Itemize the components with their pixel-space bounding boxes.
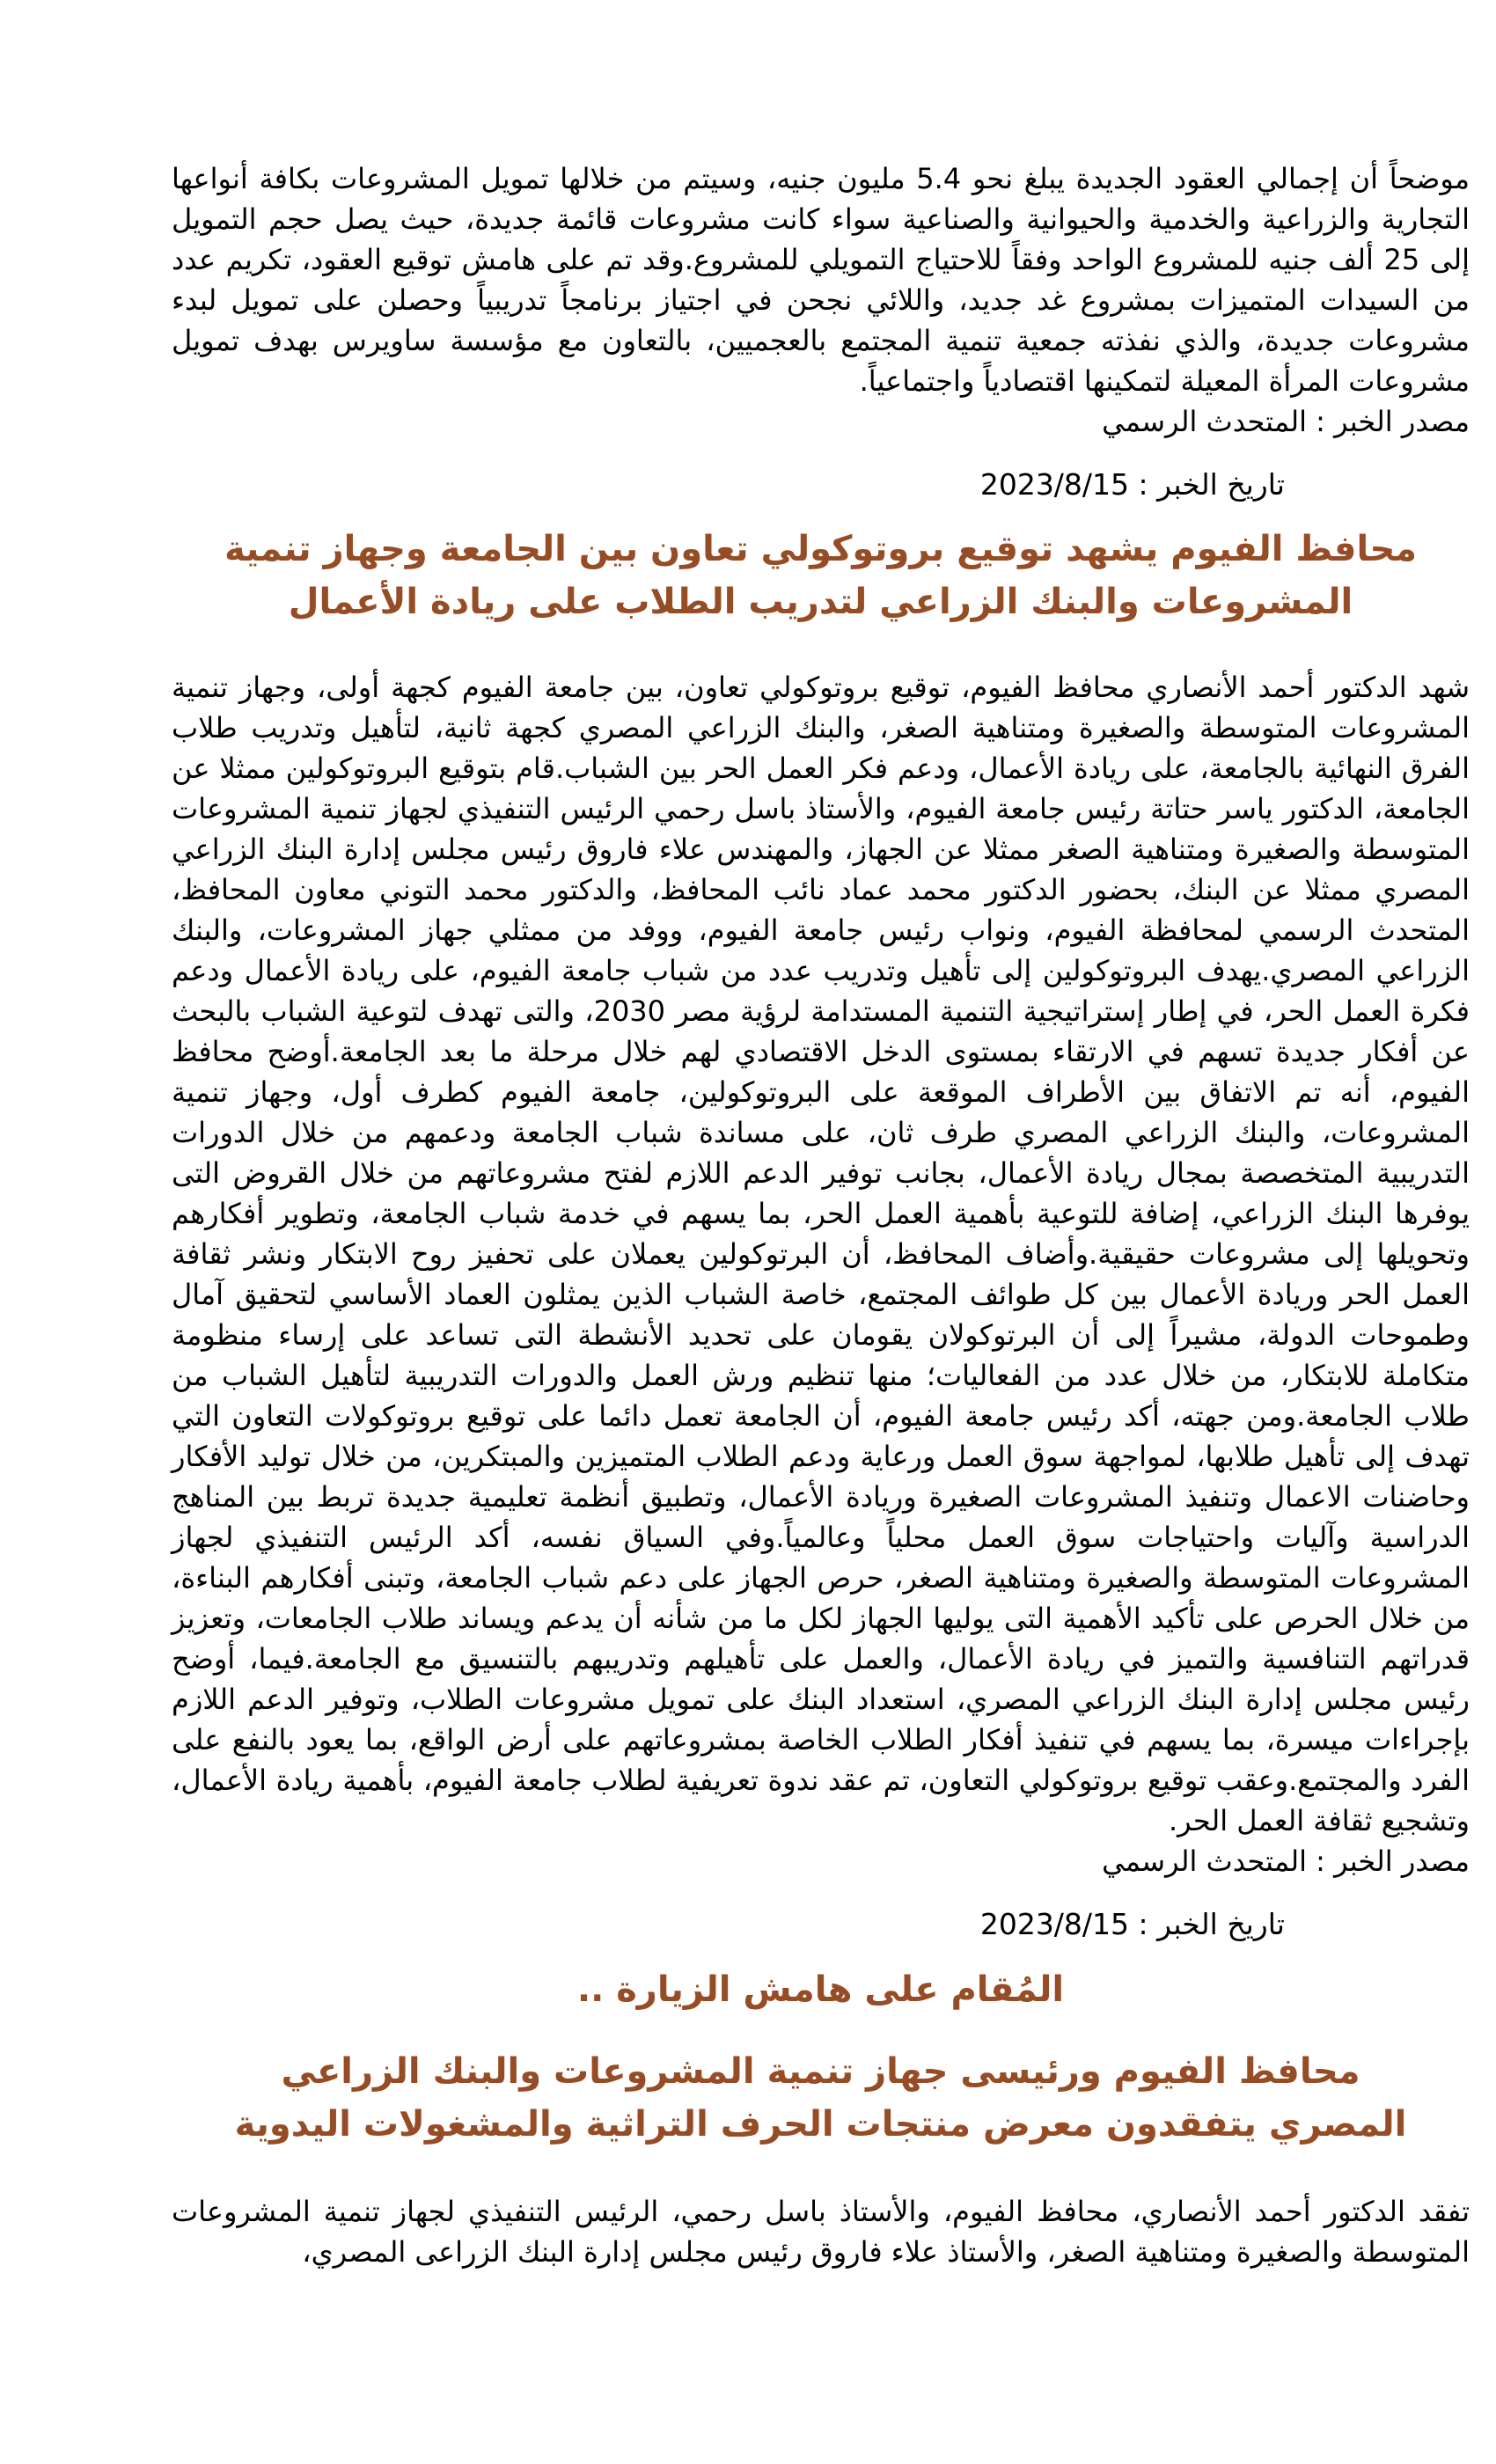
article-3-body: تفقد الدكتور أحمد الأنصاري، محافظ الفيوم، والأستاذ باسل رحمي، الرئيس التنفيذي لجهاز تنمية المشروعات المتوسطة والصغيرة ومتناهية الصغر، والأستاذ علاء فاروق رئيس مجلس إدارة البنك الزراعى المصري، <box>172 2195 1470 2269</box>
article-2-date-line: تاريخ الخبر : 2023/8/15 <box>979 1907 1285 1941</box>
article-2-source-line: مصدر الخبر : المتحدث الرسمي <box>1102 1844 1470 1878</box>
article-1-source-line: مصدر الخبر : المتحدث الرسمي <box>1102 405 1470 438</box>
article-2-body: شهد الدكتور أحمد الأنصاري محافظ الفيوم، توقيع بروتوكولي تعاون، بين جامعة الفيوم كجهة أولى، وجهاز تنمية المشروعات المتوسطة والصغيرة ومتناهية الصغر، والبنك الزراعي المصري كجهة ثانية، لتأهيل وتدريب طلاب الفرق النهائية بالجامعة، على ريادة الأعمال، ودعم فكر العمل الحر بين الشباب.قام بتوقيع البروتوكولين ممثلا عن الجامعة، الدكتور ياسر حتاتة رئيس جامعة الفيوم، والأستاذ باسل رحمي الرئيس التنفيذي لجهاز تنمية المشروعات المتوسطة والصغيرة ومتناهية الصغر ممثلا عن الجهاز، والمهندس علاء فاروق رئيس مجلس إدارة البنك الزراعي المصري ممثلا عن البنك، بحضور الدكتور محمد عماد نائب المحافظ، والدكتور محمد التوني معاون المحافظ، المتحدث الرسمي لمحافظة الفيوم، ونواب رئيس جامعة الفيوم، ووفد من ممثلي جهاز المشروعات، والبنك الزراعي المصري.يهدف البروتوكولين إلى تأهيل وتدريب عدد من شباب جامعة الفيوم، على ريادة الأعمال ودعم فكرة العمل الحر، في إطار إستراتيجية التنمية المستدامة لرؤية مصر 2030، والتى تهدف لتوعية الشباب بالبحث عن أفكار جديدة تسهم في الارتقاء بمستوى الدخل الاقتصادي لهم خلال مرحلة ما بعد الجامعة.أوضح محافظ الفيوم، أنه تم الاتفاق بين الأطراف الموقعة على البروتوكولين، جامعة الفيوم كطرف أول، وجهاز تنمية المشروعات، والبنك الزراعي المصري طرف ثان، على مساندة شباب الجامعة ودعمهم من خلال الدورات التدريبية المتخصصة بمجال ريادة الأعمال، بجانب توفير الدعم اللازم لفتح مشروعاتهم من خلال القروض التى يوفرها البنك الزراعي، إضافة للتوعية بأهمية العمل الحر، بما يسهم في خدمة شباب الجامعة، وتطوير أفكارهم وتحويلها إلى مشروعات حقيقية.وأضاف المحافظ، أن البرتوكولين يعملان على تحفيز روح الابتكار ونشر ثقافة العمل الحر وريادة الأعمال بين كل طوائف المجتمع، خاصة الشباب الذين يمثلون العماد الأساسي لتحقيق آمال وطموحات الدولة، مشيراً إلى أن البرتوكولان يقومان على تحديد الأنشطة التى تساعد على إرساء منظومة متكاملة للابتكار، من خلال عدد من الفعاليات؛ منها تنظيم ورش العمل والدورات التدريبية لتأهيل الشباب من طلاب الجامعة.ومن جهته، أكد رئيس جامعة الفيوم، أن الجامعة تعمل دائما على توقيع بروتوكولات التعاون التي تهدف إلى تأهيل طلابها، لمواجهة سوق العمل ورعاية ودعم الطلاب المتميزين والمبتكرين، من خلال توليد الأفكار وحاضنات الاعمال وتنفيذ المشروعات الصغيرة وريادة الأعمال، وتطبيق أنظمة تعليمية جديدة تربط بين المناهج الدراسية وآليات واحتياجات سوق العمل محلياً وعالمياً.وفي السياق نفسه، أكد الرئيس التنفيذي لجهاز المشروعات المتوسطة والصغيرة ومتناهية الصغر، حرص الجهاز على دعم شباب الجامعة، وتبنى أفكارهم البناءة، من خلال الحرص على تأكيد الأهمية التى يوليها الجهاز لكل ما من شأنه أن يدعم ويساند طلاب الجامعات، وتعزيز قدراتهم التنافسية والتميز في ريادة الأعمال، والعمل على تأهيلهم وتدريبهم بالتنسيق مع الجامعة.فيما، أوضح رئيس مجلس إدارة البنك الزراعي المصري، استعداد البنك على تمويل مشروعات الطلاب، وتوفير الدعم اللازم بإجراءات ميسرة، بما يسهم في تنفيذ أفكار الطلاب الخاصة بمشروعاتهم على أرض الواقع، بما يعود بالنفع على الفرد والمجتمع.وعقب توقيع بروتوكولي التعاون، تم عقد ندوة تعريفية لطلاب جامعة الفيوم، بأهمية ريادة الأعمال، وتشجيع ثقافة العمل الحر. <box>172 671 1470 1837</box>
article-3-kicker: المُقام على هامش الزيارة .. <box>576 1969 1065 2010</box>
article-3-title: محافظ الفيوم ورئيسى جهاز تنمية المشروعات والبنك الزراعي المصري يتفقدون معرض منتجات الحرف التراثية والمشغولات اليدوية <box>234 2051 1407 2145</box>
article-1-body: موضحاً أن إجمالي العقود الجديدة يبلغ نحو 5.4 مليون جنيه، وسيتم من خلالها تمويل المشروعات بكافة أنواعها التجارية والزراعية والخدمية والحيوانية والصناعية سواء كانت مشروعات قائمة جديدة، حيث يصل حجم التمويل إلى 25 ألف جنيه للمشروع الواحد وفقاً للاحتياج التمويلي للمشروع.وقد تم على هامش توقيع العقود، تكريم عدد من السيدات المتميزات بمشروع غد جديد، واللائي نجحن في اجتياز برنامجاً تدريبياً وحصلن على تمويل لبدء مشروعات جديدة، والذي نفذته جمعية تنمية المجتمع بالعجميين، بالتعاون مع مؤسسة ساويرس بهدف تمويل مشروعات المرأة المعيلة لتمكينها اقتصادياً واجتماعياً. <box>172 162 1470 398</box>
article-1-date-line: تاريخ الخبر : 2023/8/15 <box>979 467 1285 502</box>
article-2-title: محافظ الفيوم يشهد توقيع بروتوكولي تعاون بين الجامعة وجهاز تنمية المشروعات والبنك الزراعي لتدريب الطلاب على ريادة الأعمال <box>224 529 1418 622</box>
news-document-page <box>172 0 1470 2272</box>
